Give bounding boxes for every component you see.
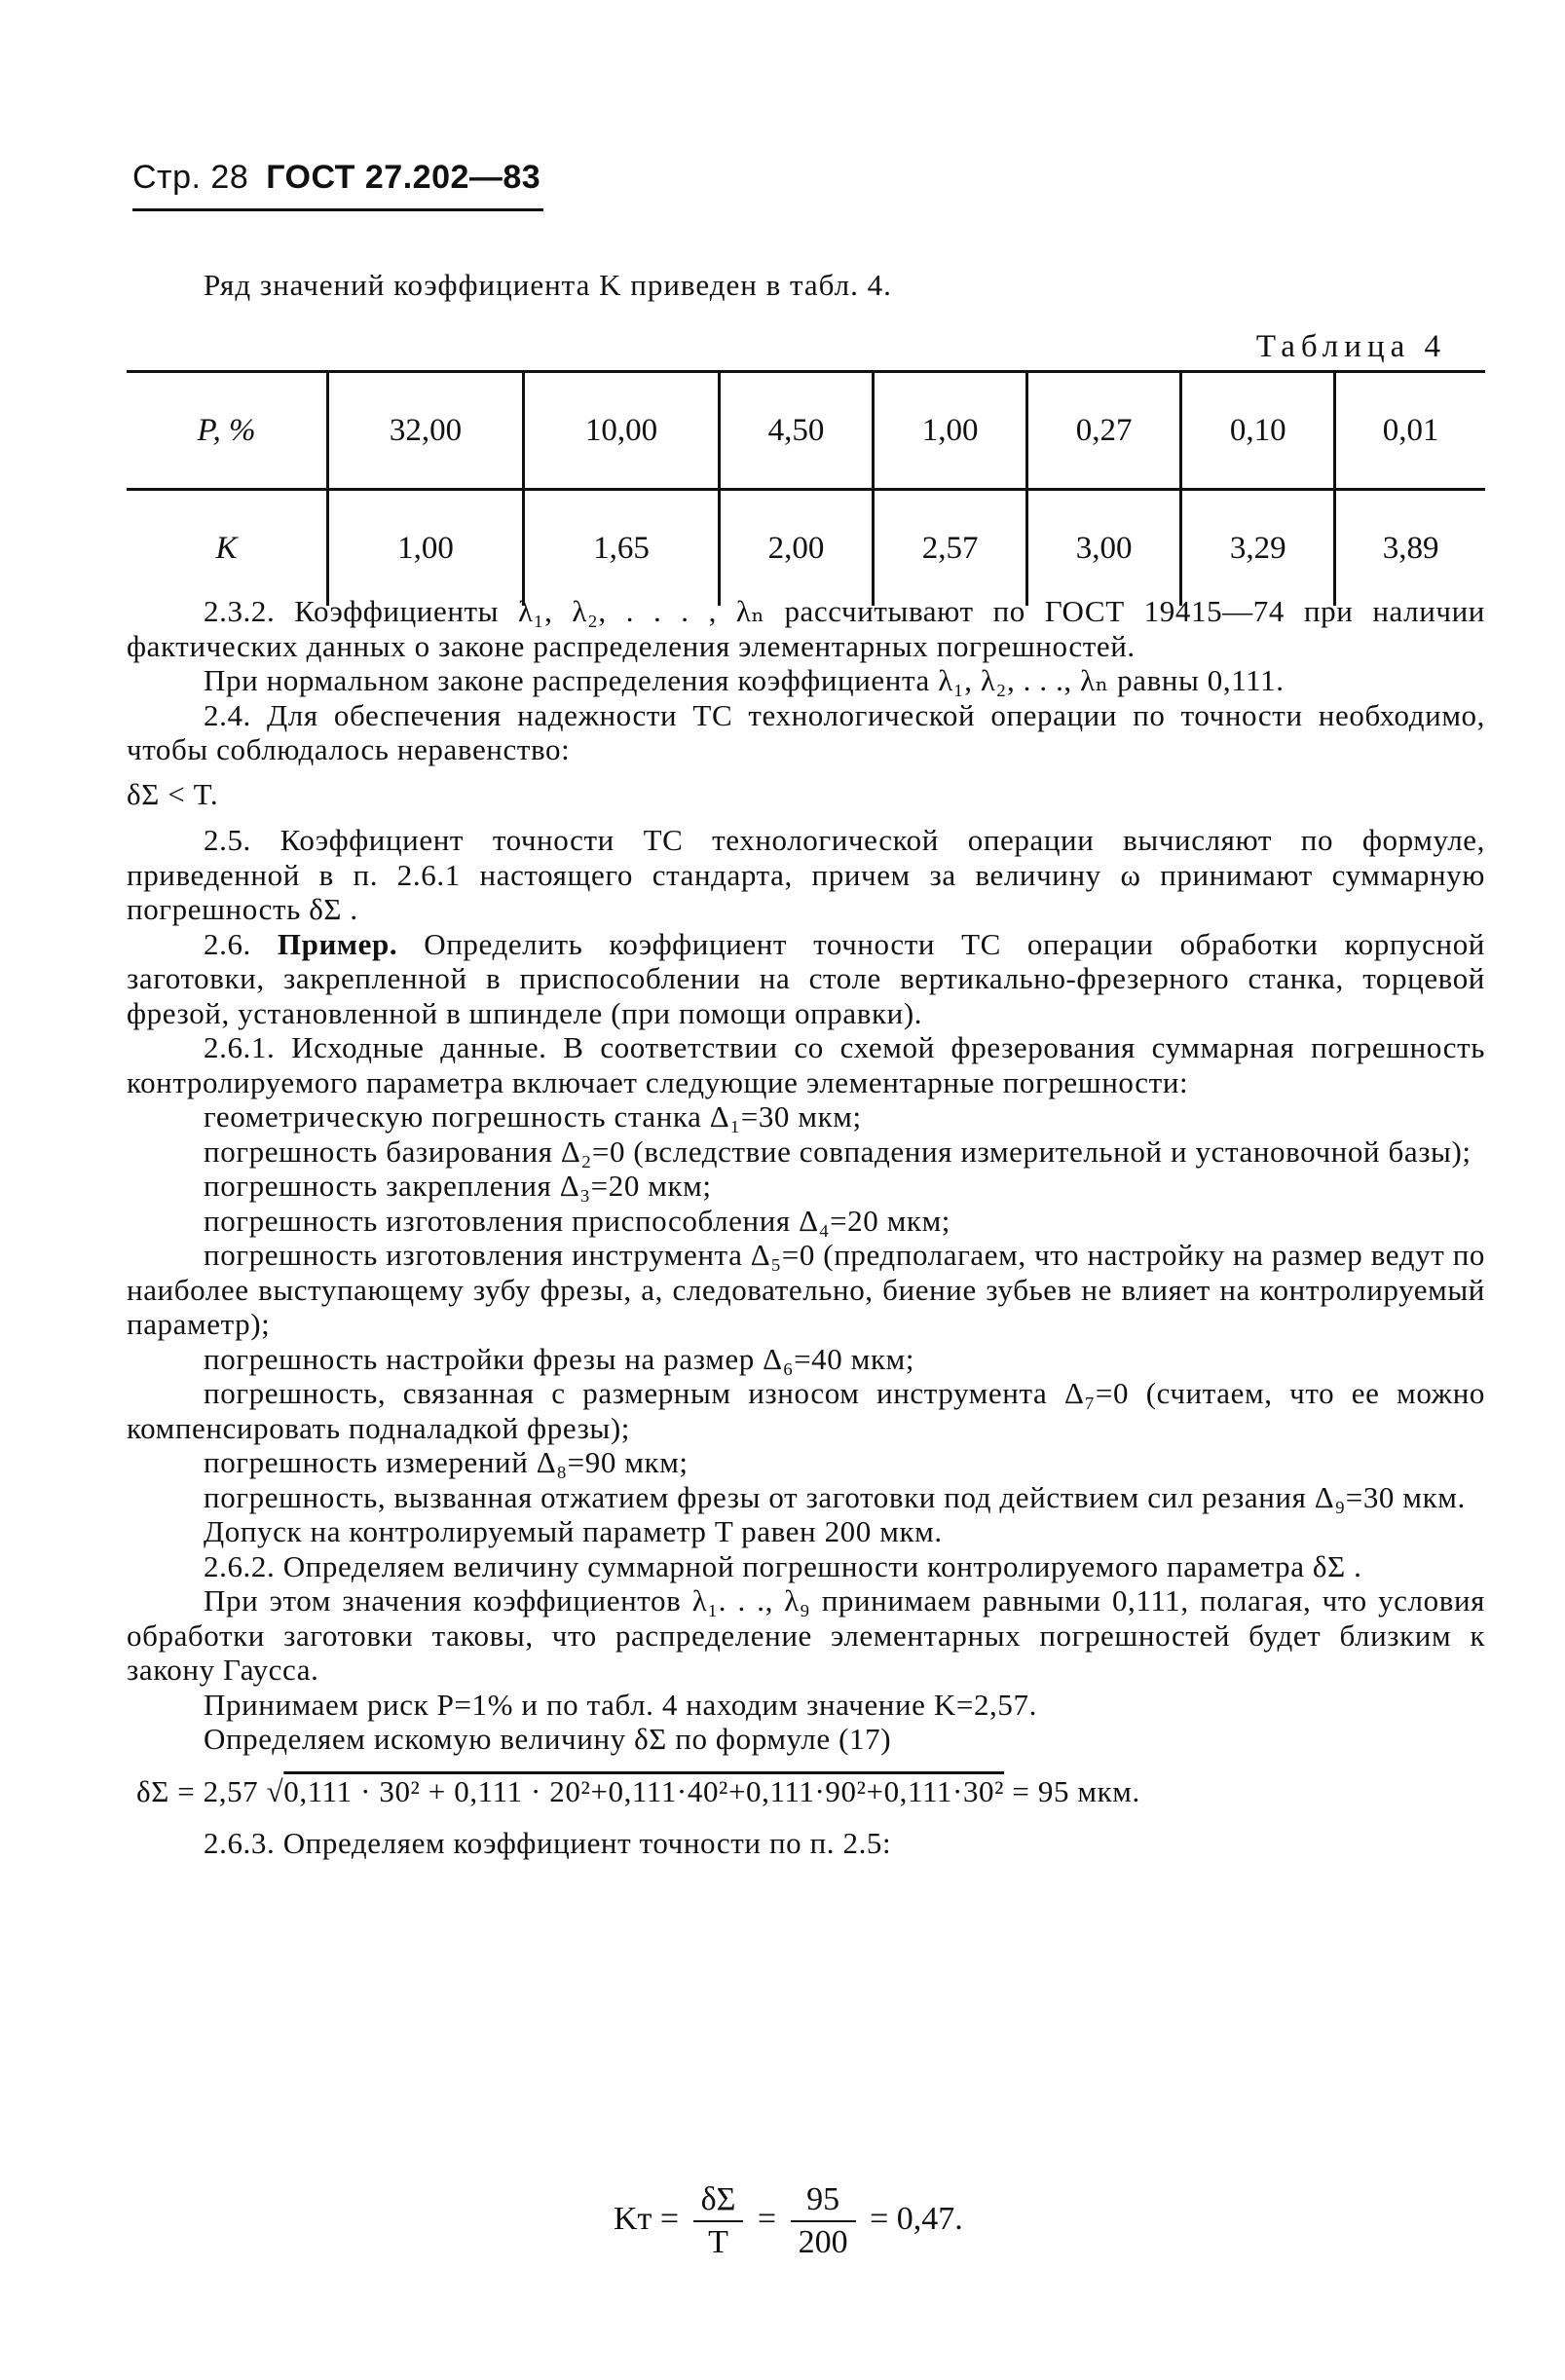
table-cell: 0,10 bbox=[1181, 372, 1335, 490]
table-cell: 0,27 bbox=[1027, 372, 1181, 490]
fraction-95-over-200 bbox=[791, 2181, 856, 2261]
table-cell: 1,00 bbox=[328, 490, 524, 607]
header-rule bbox=[132, 208, 543, 211]
page-number: Стр. 28 bbox=[132, 159, 249, 196]
equals-sign: = bbox=[757, 2200, 777, 2237]
list-item: погрешность, вызванная отжатием фрезы от заготовки под действием сил резания Δ₉=30 мкм. bbox=[204, 1479, 1466, 1514]
risk-text: Принимаем риск P=1% и по табл. 4 находим значение K=2,57. bbox=[204, 1687, 1037, 1722]
list-item: погрешность измерений Δ₈=90 мкм; bbox=[204, 1445, 689, 1479]
table-cell: 0,01 bbox=[1335, 372, 1485, 490]
fraction-denominator: 200 bbox=[798, 2224, 848, 2260]
table-row-k bbox=[127, 490, 1485, 607]
paragraph-2-3-2: 2.3.2. Коэффициенты λ₁, λ₂, . . . , λₙ рассчитывают по ГОСТ 19415—74 при наличии фактических данных о законе распределения элементарных погрешностей. bbox=[127, 594, 1485, 663]
table-cell: 2,00 bbox=[720, 490, 874, 607]
row-label: P, % bbox=[127, 372, 328, 490]
paragraph-2-3-2-normal: При нормальном законе распределения коэффициента λ₁, λ₂, . . ., λₙ равны 0,111. bbox=[204, 663, 1285, 697]
table-cell: 3,29 bbox=[1181, 490, 1335, 607]
inequality-formula: δΣ < T. bbox=[127, 776, 219, 811]
table-caption: Таблица 4 bbox=[1255, 329, 1446, 364]
list-item: погрешность закрепления Δ₃=20 мкм; bbox=[204, 1169, 712, 1203]
accuracy-coefficient-formula bbox=[614, 2181, 963, 2261]
table-cell: 4,50 bbox=[720, 372, 874, 490]
coefficients-text: При этом значения коэффициентов λ₁. . ., λ₉ принимаем равными 0,111, полагая, что условия обработки заготовки таковы, что распределение элементарных погрешностей будет близким к закону Гаусса. bbox=[127, 1583, 1485, 1687]
fraction-numerator: 95 bbox=[791, 2181, 856, 2222]
body-text bbox=[127, 594, 1485, 1861]
final-lhs: Kт = bbox=[614, 2200, 680, 2237]
list-item: погрешность изготовления приспособления Δ₄=20 мкм; bbox=[204, 1203, 951, 1238]
tolerance-text: Допуск на контролируемый параметр T равен 200 мкм. bbox=[204, 1514, 943, 1548]
table-cell: 32,00 bbox=[328, 372, 524, 490]
page-header bbox=[132, 159, 540, 197]
formula-radicand: 0,111 · 30² + 0,111 · 20²+0,111·40²+0,111·90²+0,111·30² bbox=[283, 1773, 1005, 1808]
table-row-p bbox=[127, 372, 1485, 490]
formula-17 bbox=[136, 1774, 1485, 1809]
table-cell: 1,65 bbox=[524, 490, 720, 607]
formula-intro: Определяем искомую величину δΣ по формуле (17) bbox=[204, 1722, 892, 1756]
paragraph-2-6-1: 2.6.1. Исходные данные. В соответствии со схемой фрезерования суммарная погрешность контролируемого параметра включает следующие элементарные погрешности: bbox=[127, 1030, 1485, 1099]
paragraph-2-4: 2.4. Для обеспечения надежности ТС технологической операции по точности необходимо, чтобы соблюдалось неравенство: bbox=[127, 697, 1485, 766]
example-label: Пример. bbox=[277, 926, 398, 961]
table-cell: 3,00 bbox=[1027, 490, 1181, 607]
table-cell: 10,00 bbox=[524, 372, 720, 490]
paragraph-2-6 bbox=[127, 927, 1485, 1031]
formula-rhs: = 95 мкм. bbox=[1012, 1773, 1140, 1808]
fraction-numerator: δΣ bbox=[693, 2181, 744, 2222]
paragraph-2-6-3: 2.6.3. Определяем коэффициент точности по п. 2.5: bbox=[204, 1826, 892, 1860]
list-item: погрешность, связанная с размерным износом инструмента Δ₇=0 (считаем, что ее можно компенсировать подналадкой фрезы); bbox=[127, 1376, 1485, 1445]
list-item: погрешность изготовления инструмента Δ₅=0 (предполагаем, что настройку на размер ведут по наиболее выступающему зубу фрезы, а, следовательно, биение зубьев не влияет на контролируемый параметр); bbox=[127, 1238, 1485, 1341]
table-cell: 3,89 bbox=[1335, 490, 1485, 607]
list-item: геометрическую погрешность станка Δ₁=30 мкм; bbox=[204, 1099, 862, 1134]
paragraph-number: 2.6. bbox=[204, 926, 251, 961]
example-text: Определить коэффициент точности ТС операции обработки корпусной заготовки, закрепленной в приспособлении на столе вертикально-фрезерного станка, торцевой фрезой, установленной в шпинделе (при помощи оправки). bbox=[127, 926, 1485, 1030]
fraction-denominator: T bbox=[708, 2224, 728, 2260]
table-cell: 2,57 bbox=[874, 490, 1027, 607]
paragraph-2-6-2: 2.6.2. Определяем величину суммарной погрешности контролируемого параметра δΣ . bbox=[204, 1548, 1362, 1583]
gost-number: ГОСТ 27.202—83 bbox=[266, 159, 541, 196]
list-item: погрешность базирования Δ₂=0 (вследствие совпадения измерительной и установочной базы); bbox=[204, 1134, 1472, 1169]
list-item: погрешность настройки фрезы на размер Δ₆=40 мкм; bbox=[204, 1341, 915, 1376]
formula-lhs: δΣ = 2,57 bbox=[136, 1773, 259, 1808]
root-sign: √ bbox=[266, 1773, 284, 1808]
paragraph-2-5: 2.5. Коэффициент точности ТС технологической операции вычисляют по формуле, приведенной в п. 2.6.1 настоящего стандарта, причем за величину ω принимают суммарную погрешность δΣ . bbox=[127, 823, 1485, 926]
final-result: = 0,47. bbox=[870, 2200, 963, 2237]
intro-text: Ряд значений коэффициента K приведен в табл. 4. bbox=[204, 268, 892, 302]
table-4 bbox=[127, 370, 1485, 606]
row-label: K bbox=[215, 530, 238, 566]
table-cell: 1,00 bbox=[874, 372, 1027, 490]
fraction-delta-over-t bbox=[693, 2181, 744, 2261]
